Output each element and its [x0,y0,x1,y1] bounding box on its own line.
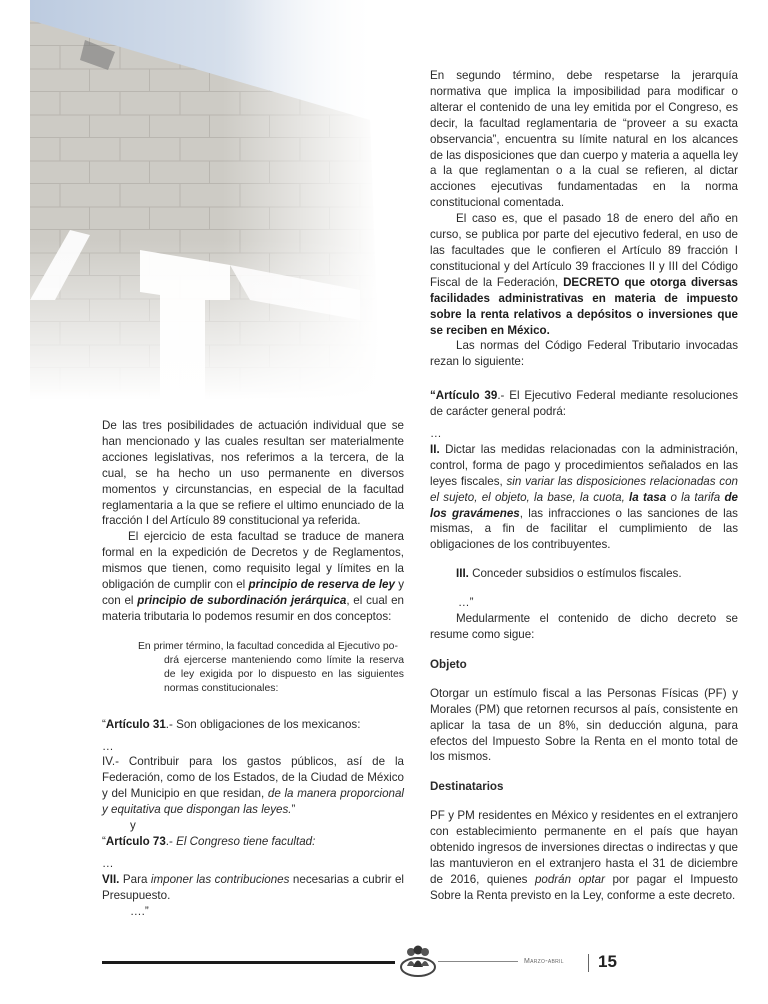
ellipsis: … [430,427,442,441]
footer-rule-left [102,961,395,964]
fraction-vii: VII. Para imponer las contribuciones necesarias a cubrir el Presupuesto. [102,872,404,902]
ellipsis: … [102,856,114,870]
right-paragraph-3: Las normas del Código Federal Tributario invocadas rezan lo siguiente: [430,339,738,369]
fraction-iv: IV.- Contribuir para los gastos públicos, así de la Federación, como de los Estados, de la Ciudad de México y del Municipio en que residan, de la manera proporcional y equitativa que dispongan las leyes.” [102,755,405,817]
header-photo [30,0,380,400]
constitutional-note: En primer término, la facultad concedida al Ejecutivo po- drá ejercerse manteniendo como límite la reserva de ley exigida por lo dispuesto en las siguientes normas constitucionales: [138,640,404,695]
article-73: “Artículo 73.- El Congreso tiene facultad: [102,834,316,848]
page-number: 15 [598,952,617,971]
left-paragraph-1: De las tres posibilidades de actuación individual que se han mencionado y las cuales resultan ser materialmente acciones legislativas, nos referimos a la tercera, de la cual, se ha hecho un uso permanente en diversos momentos y circunstancias, en especial de la facultad reglamentaria a la que se refiere el ultimo enunciado de la fracción I del Artículo 89 constitucional ya referida. [102,419,404,528]
magazine-logo-icon [398,942,438,982]
principle-subordinacion: principio de subordinación jerárquica [137,593,347,607]
closing-ellipsis: …” [458,596,474,610]
footer-rule-right [438,961,518,962]
article-39: “Artículo 39.- El Ejecutivo Federal mediante resoluciones de carácter general podrá: [430,389,738,419]
left-column [102,418,404,919]
conjunction-y: y [130,819,136,833]
objeto-text: Otorgar un estímulo fiscal a las Personas Físicas (PF) y Morales (PM) que retornen recursos al país, consistente en aplicar la tasa de un 8%, sin deducción alguna, para efectos del Impuesto Sobre la Renta en el monto total de los mismos. [430,686,738,764]
heading-destinatarios: Destinatarios [430,780,504,794]
fraction-ii: II. Dictar las medidas relacionadas con la administración, control, forma de pago y procedimientos señalados en las leyes fiscales, sin variar las disposiciones relacionadas con el sujeto, el objeto, la base, la cuota, la tasa o la tarifa de los gravámenes, las infracciones o las sanciones de las mismas, a fin de facilitar el cumplimiento de las obligaciones de los contribuyentes. [430,442,738,552]
issue-label: Marzo-abril [524,958,564,965]
right-column [430,68,738,904]
closing-ellipsis: ….” [130,904,149,918]
right-paragraph-4: Medularmente el contenido de dicho decreto se resume como sigue: [430,612,738,641]
destinatarios-text: PF y PM residentes en México y residentes en el extranjero con establecimiento permanente en el país que hayan obtenido ingresos de inversiones directas o indirectas y que las mantuvieron en el extranjero hasta el 31 de diciembre de 2016, quienes podrán optar por pagar el Impuesto Sobre la Renta previsto en la Ley, conforme a este decreto. [430,809,738,902]
right-paragraph-1: En segundo término, debe respetarse la jerarquía normativa que implica la imposibilidad para modificar o alterar el contenido de una ley emitida por el Congreso, es decir, la facultad reglamentaria de “proveer a su exacta observancia”, encuentra su límite natural en los alcances de las disposiciones que dan cuerpo y materia a aquella ley a la que reglamentan o a la cual se refieren, al dictar acciones ejecutivas fundamentadas en la norma constitucional comentada. [430,69,738,210]
article-31: “Artículo 31.- Son obligaciones de los mexicanos: [102,717,361,731]
ellipsis: … [102,739,114,753]
fraction-iii: III. Conceder subsidios o estímulos fiscales. [456,567,682,581]
principle-reserva: principio de reserva de ley [248,578,395,592]
left-paragraph-2: El ejercicio de esta facultad se traduce de manera formal en la expedición de Decretos y de Reglamentos, mismos que tienen, como requisito legal y límites en la obligación de cumplir con el principio de reserva de ley y con el principio de subordinación jerárquica, el cual en materia tributaria lo podemos resumir en dos conceptos: [102,530,405,623]
building-image [30,0,380,400]
footer-divider [588,954,589,972]
heading-objeto: Objeto [430,657,467,671]
right-paragraph-2: El caso es, que el pasado 18 de enero del año en curso, se publica por parte del ejecutivo federal, en uso de las facultades que le confieren el Artículo 89 fracción I constitucional y del Artículo 39 fracciones II y III del Código Fiscal de la Federación, DECRETO que otorga diversas facilidades administrativas en materia de impuesto sobre la renta relativos a depósitos o inversiones que se reciben en México. [430,212,738,337]
